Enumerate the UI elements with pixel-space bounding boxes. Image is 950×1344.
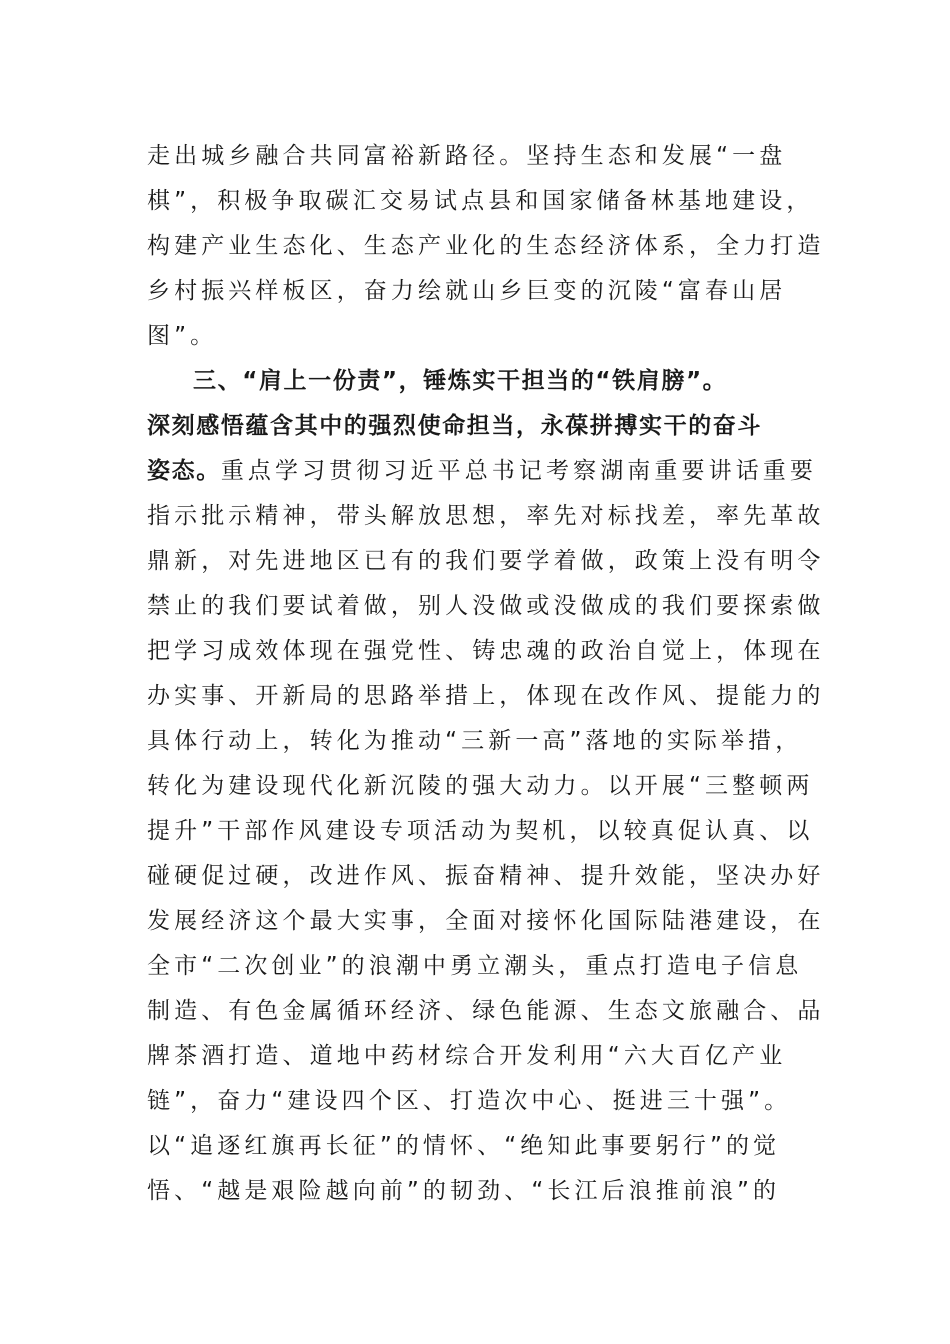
text-line: 禁止的我们要试着做，别人没做或没做成的我们要探索做 bbox=[147, 593, 825, 619]
text-line: 转化为建设现代化新沉陵的强大动力。以开展“三整顿两 bbox=[147, 773, 814, 799]
section-heading: 三、“肩上一份责”，锤炼实干担当的“铁肩膀”。 bbox=[193, 368, 728, 394]
text-line: 制造、有色金属循环经济、绿色能源、生态文旅融合、品 bbox=[147, 998, 825, 1024]
text-line: 办实事、开新局的思路举措上，体现在改作风、提能力的 bbox=[147, 683, 825, 709]
body-text-start: 重点学习贯彻习近平总书记考察湖南重要讲话重要 bbox=[220, 458, 818, 484]
text-line: 把学习成效体现在强党性、铸忠魂的政治自觉上，体现在 bbox=[147, 638, 825, 664]
text-line: 指示批示精神，带头解放思想，率先对标找差，率先革故 bbox=[147, 503, 825, 529]
text-line: 碰硬促过硬，改进作风、振奋精神、提升效能，坚决办好 bbox=[147, 863, 825, 889]
text-line: 以“追逐红旗再长征”的情怀、“绝知此事要躬行”的觉 bbox=[147, 1133, 781, 1159]
text-line: 发展经济这个最大实事，全面对接怀化国际陆港建设，在 bbox=[147, 908, 825, 934]
text-line: 乡村振兴样板区，奋力绘就山乡巨变的沉陵“富春山居 bbox=[147, 278, 787, 304]
text-line: 链”，奋力“建设四个区、打造次中心、挺进三十强”。 bbox=[147, 1088, 792, 1114]
text-line: 具体行动上，转化为推动“三新一高”落地的实际举措， bbox=[147, 728, 803, 754]
text-line: 构建产业生态化、生态产业化的生态经济体系，全力打造 bbox=[147, 233, 825, 259]
text-line bbox=[147, 449, 818, 494]
text-line: 牌茶酒打造、道地中药材综合开发利用“六大百亿产业 bbox=[147, 1043, 787, 1069]
text-line: 全市“二次创业”的浪潮中勇立潮头，重点打造电子信息 bbox=[147, 953, 803, 979]
section-heading-continued: 深刻感悟蕴含其中的强烈使命担当，永葆拼搏实干的奋斗 bbox=[147, 413, 762, 439]
body-text bbox=[147, 134, 825, 1214]
text-line: 悟、“越是艰险越向前”的韧劲、“长江后浪推前浪”的 bbox=[147, 1178, 781, 1204]
text-line: 棋”，积极争取碳汇交易试点县和国家储备林基地建设， bbox=[147, 188, 814, 214]
section-heading-end: 姿态。 bbox=[147, 458, 221, 484]
text-line: 走出城乡融合共同富裕新路径。坚持生态和发展“一盘 bbox=[147, 143, 787, 169]
text-line: 提升”干部作风建设专项活动为契机，以较真促认真、以 bbox=[147, 818, 814, 844]
text-line: 图”。 bbox=[147, 323, 218, 349]
text-line: 鼎新，对先进地区已有的我们要学着做，政策上没有明令 bbox=[147, 548, 825, 574]
